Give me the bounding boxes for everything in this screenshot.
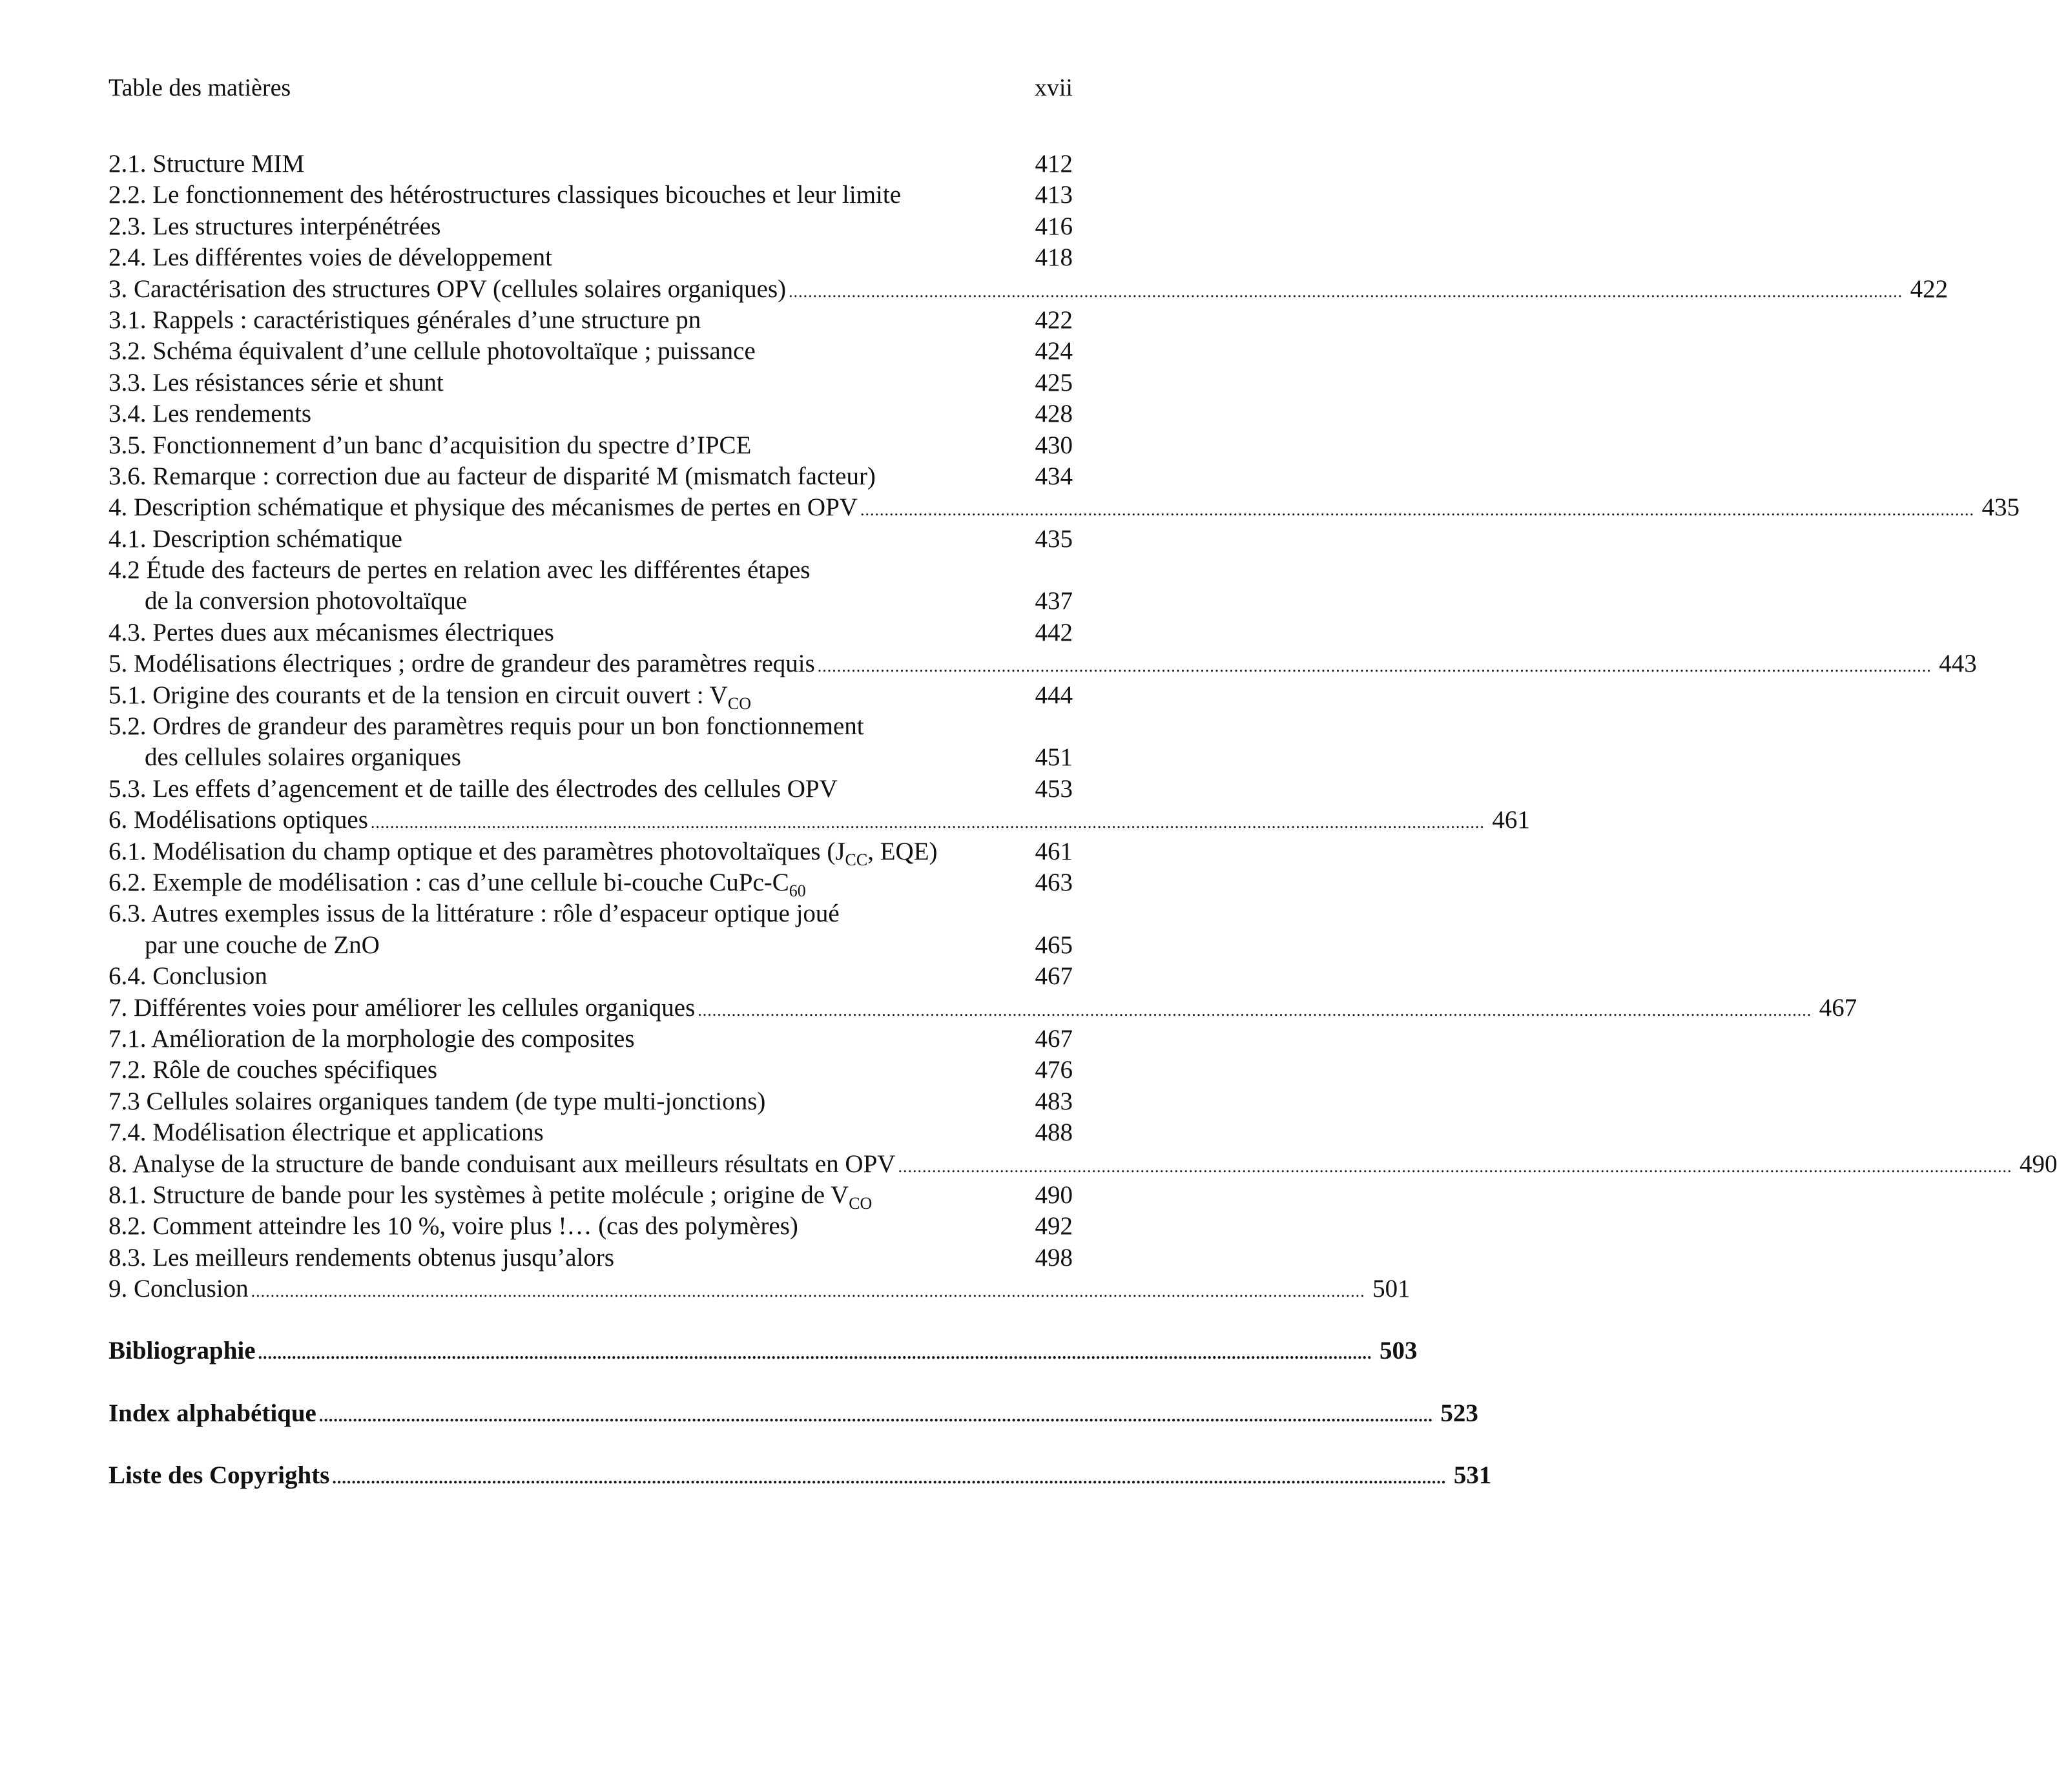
toc-section-4[interactable]: 4. Description schématique et physique des mécanismes de pertes en OPV ...................................................................................................................................................................................................................................... 435 (109, 492, 1073, 523)
dot-leader: ...................................................................................................................................................................................................................................... (258, 1344, 1372, 1363)
running-header (109, 72, 1073, 103)
toc-entry-5-2[interactable]: 5.2. Ordres de grandeur des paramètres requis pour un bon fonctionnement (109, 712, 864, 741)
toc-entry-2-1[interactable]: 2.1. Structure MIM 412 (109, 150, 1073, 178)
toc-section-8[interactable]: 8. Analyse de la structure de bande conduisant aux meilleurs résultats en OPV ...................................................................................................................................................................................................................................... 490 (109, 1149, 1073, 1180)
toc-entry-7-4[interactable]: 7.4. Modélisation électrique et applications 488 (109, 1118, 1073, 1147)
toc-entry-8-1[interactable]: 8.1. Structure de bande pour les systèmes à petite molécule ; origine de $V_{CO}$ 490 (109, 1180, 1073, 1213)
toc-entry-5-1[interactable]: 5.1. Origine des courants et de la tension en circuit ouvert : $V_{CO}$ 444 (109, 681, 1073, 713)
dot-leader: ...................................................................................................................................................................................................................................... (318, 1406, 1433, 1425)
dot-leader: ...................................................................................................................................................................................................................................... (332, 1468, 1447, 1488)
toc-section-7[interactable]: 7. Différentes voies pour améliorer les cellules organiques ...................................................................................................................................................................................................................................... 467 (109, 993, 1073, 1024)
toc-entry-8-2[interactable]: 8.2. Comment atteindre les 10 %, voire plus !… (cas des polymères) 492 (109, 1212, 1073, 1241)
toc-entry-3-2[interactable]: 3.2. Schéma équivalent d’une cellule photovoltaïque ; puissance 424 (109, 337, 1073, 366)
toc-entry-3-6[interactable]: 3.6. Remarque : correction due au facteur de disparité M (mismatch facteur) 434 (109, 462, 1073, 490)
toc-entry-6-2[interactable]: 6.2. Exemple de modélisation : cas d’une cellule bi-couche CuPc-$C_{60}$ 463 (109, 868, 1073, 900)
toc-liste-copyrights[interactable]: Liste des Copyrights ...................................................................................................................................................................................................................................... 531 (109, 1460, 1073, 1491)
toc-entry-5-2-continued[interactable]: des cellules solaires organiques 451 (145, 743, 1073, 772)
toc-entry-3-3[interactable]: 3.3. Les résistances série et shunt 425 (109, 368, 1073, 397)
toc-section-6[interactable]: 6. Modélisations optiques ...................................................................................................................................................................................................................................... 461 (109, 805, 1073, 836)
dot-leader: ...................................................................................................................................................................................................................................... (789, 282, 1903, 301)
dot-leader: ...................................................................................................................................................................................................................................... (898, 1157, 2012, 1176)
toc-index-alphabetique[interactable]: Index alphabétique ...................................................................................................................................................................................................................................... 523 (109, 1398, 1073, 1429)
toc-entry-6-3[interactable]: 6.3. Autres exemples issus de la littérature : rôle d’espaceur optique joué (109, 900, 840, 928)
table-of-contents (109, 149, 2057, 1492)
toc-section-9[interactable]: 9. Conclusion ...................................................................................................................................................................................................................................... 501 (109, 1273, 1073, 1304)
toc-entry-2-4[interactable]: 2.4. Les différentes voies de développement 418 (109, 243, 1073, 272)
toc-entry-6-1[interactable]: 6.1. Modélisation du champ optique et des paramètres photovoltaïques ($J_{CC}$, EQE) 461 (109, 837, 1073, 869)
toc-entry-4-2-continued[interactable]: de la conversion photovoltaïque 437 (145, 587, 1073, 615)
toc-entry-2-2[interactable]: 2.2. Le fonctionnement des hétérostructures classiques bicouches et leur limite 413 (109, 181, 1073, 209)
header-page-number: xvii (1034, 74, 1073, 101)
toc-entry-3-1[interactable]: 3.1. Rappels : caractéristiques générales d’une structure pn 422 (109, 305, 1073, 334)
toc-entry-6-4[interactable]: 6.4. Conclusion 467 (109, 962, 1073, 991)
dot-leader: ...................................................................................................................................................................................................................................... (370, 813, 1485, 832)
dot-leader: ...................................................................................................................................................................................................................................... (860, 500, 1974, 520)
toc-entry-4-2[interactable]: 4.2 Étude des facteurs de pertes en relation avec les différentes étapes (109, 556, 811, 584)
header-title: Table des matières (109, 74, 291, 101)
toc-entry-2-3[interactable]: 2.3. Les structures interpénétrées 416 (109, 212, 1073, 240)
dot-leader: ...................................................................................................................................................................................................................................... (251, 1282, 1365, 1301)
toc-entry-5-3[interactable]: 5.3. Les effets d’agencement et de taille des électrodes des cellules OPV 453 (109, 774, 1073, 803)
toc-entry-7-1[interactable]: 7.1. Amélioration de la morphologie des composites 467 (109, 1024, 1073, 1053)
toc-entry-3-4[interactable]: 3.4. Les rendements 428 (109, 400, 1073, 428)
dot-leader: ...................................................................................................................................................................................................................................... (817, 657, 1932, 676)
toc-entry-4-3[interactable]: 4.3. Pertes dues aux mécanismes électriques 442 (109, 618, 1073, 646)
toc-entry-7-3[interactable]: 7.3 Cellules solaires organiques tandem (de type multi-jonctions) 483 (109, 1087, 1073, 1115)
toc-entry-6-3-continued[interactable]: par une couche de ZnO 465 (145, 931, 1073, 959)
toc-entry-7-2[interactable]: 7.2. Rôle de couches spécifiques 476 (109, 1056, 1073, 1084)
toc-entry-8-3[interactable]: 8.3. Les meilleurs rendements obtenus jusqu’alors 498 (109, 1243, 1073, 1272)
toc-entry-4-1[interactable]: 4.1. Description schématique 435 (109, 524, 1073, 553)
toc-bibliographie[interactable]: Bibliographie ...................................................................................................................................................................................................................................... 503 (109, 1335, 1073, 1366)
toc-section-3[interactable]: 3. Caractérisation des structures OPV (cellules solaires organiques) ...................................................................................................................................................................................................................................... 422 (109, 274, 1073, 305)
toc-entry-3-5[interactable]: 3.5. Fonctionnement d’un banc d’acquisition du spectre d’IPCE 430 (109, 431, 1073, 459)
dot-leader: ...................................................................................................................................................................................................................................... (698, 1000, 1812, 1020)
toc-section-5[interactable]: 5. Modélisations électriques ; ordre de grandeur des paramètres requis ...................................................................................................................................................................................................................................... 443 (109, 648, 1073, 679)
